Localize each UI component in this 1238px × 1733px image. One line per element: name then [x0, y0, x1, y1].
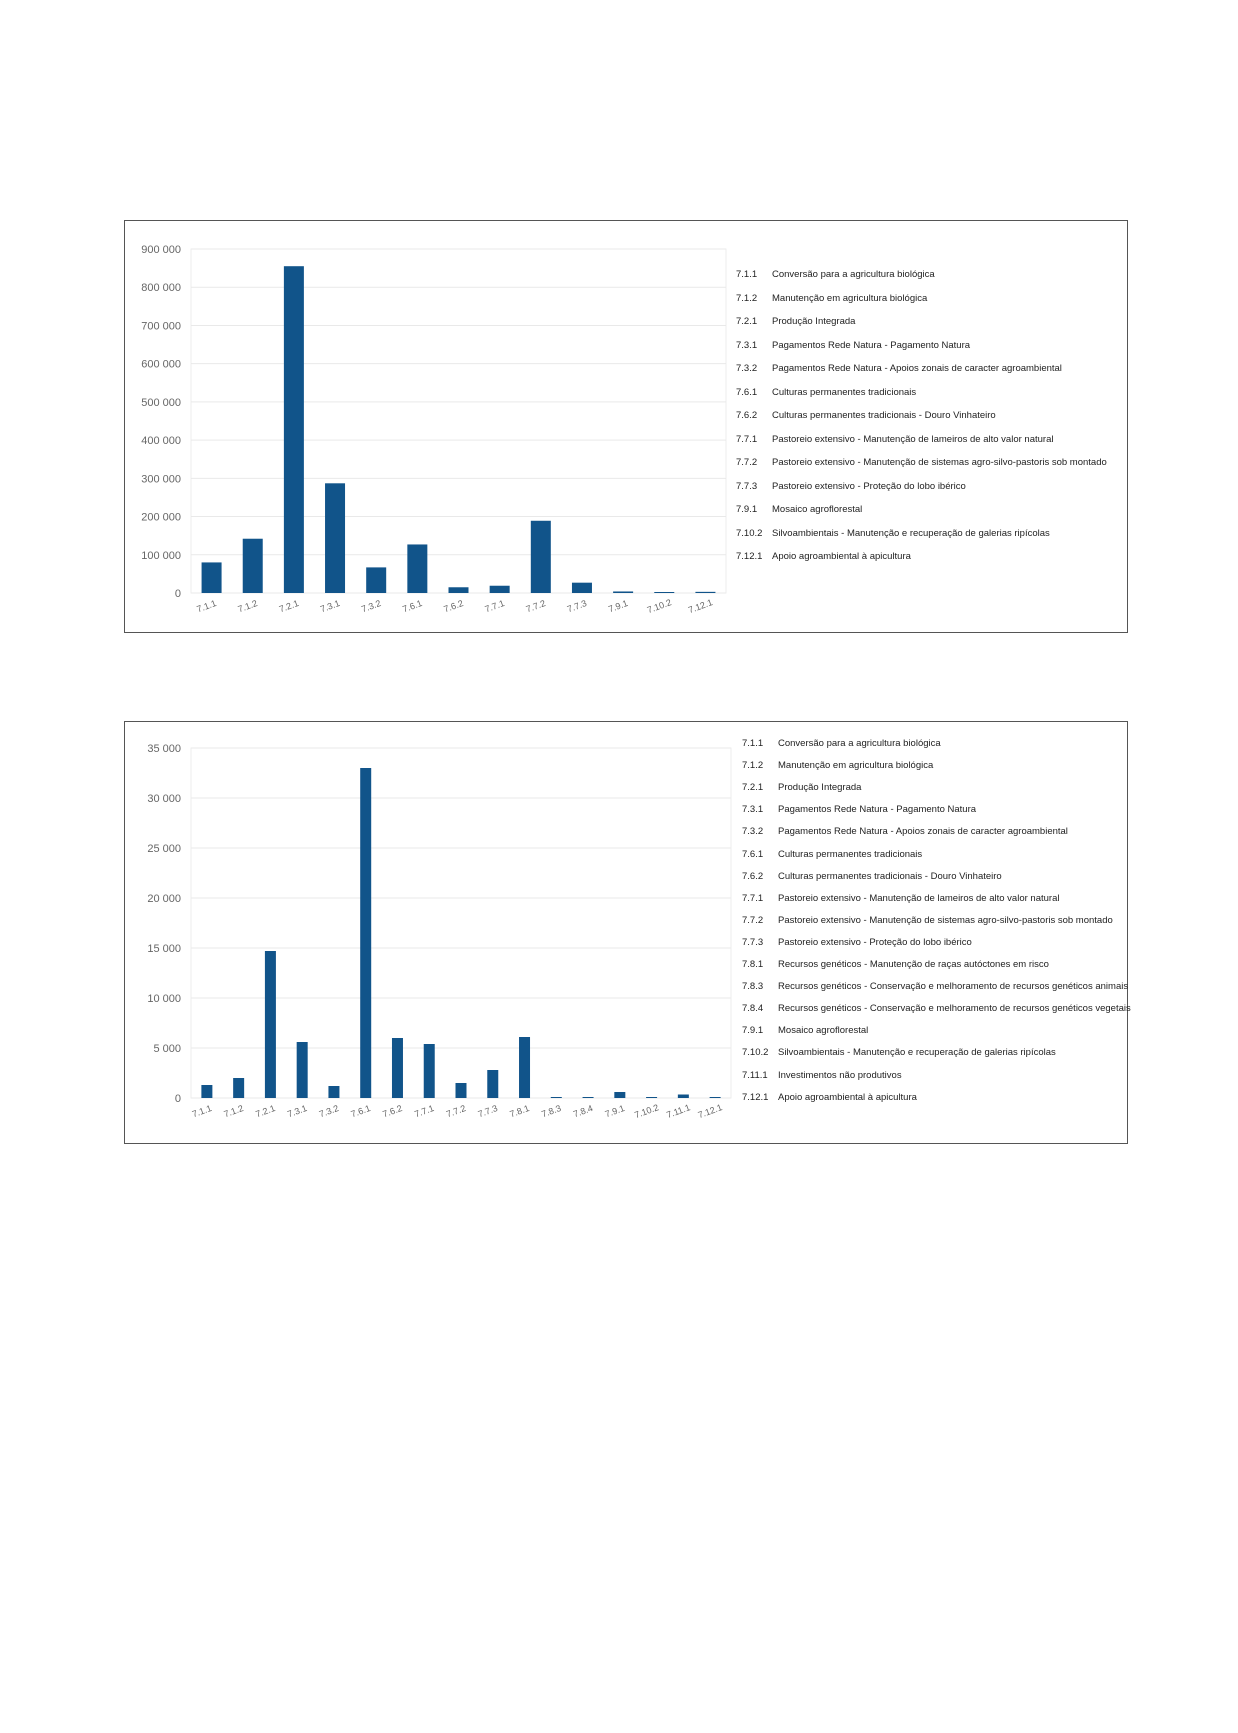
bar-7.7.3: [572, 583, 592, 593]
legend-code: 7.12.1: [742, 1091, 769, 1103]
legend-label: Pastoreio extensivo - Manutenção de sistemas agro-silvo-pastoris sob montado: [778, 914, 1113, 926]
legend-item: [742, 826, 1068, 837]
bar-7.9.1: [613, 591, 633, 593]
chart-2: [124, 721, 1131, 1144]
legend-label: Pastoreio extensivo - Proteção do lobo ibérico: [772, 480, 966, 492]
x-tick-label: 7.1.1: [190, 1103, 213, 1120]
bar-7.7.3: [487, 1070, 498, 1098]
bar-7.2.1: [284, 266, 304, 593]
x-tick-label: 7.3.1: [286, 1103, 309, 1120]
legend-label: Silvoambientais - Manutenção e recuperação de galerias ripícolas: [778, 1047, 1056, 1059]
y-tick-label: 30 000: [147, 793, 181, 805]
legend-label: Manutenção em agricultura biológica: [778, 760, 934, 772]
bar-7.3.2: [366, 567, 386, 593]
chart-1: [124, 220, 1128, 633]
y-tick-label: 700 000: [141, 320, 181, 333]
y-tick-label: 100 000: [141, 549, 181, 562]
legend-code: 7.9.1: [736, 504, 758, 515]
legend-item: [736, 293, 927, 304]
legend-item: [736, 551, 911, 562]
legend-label: Pastoreio extensivo - Proteção do lobo ibérico: [778, 936, 972, 948]
legend-label: Mosaico agroflorestal: [778, 1025, 869, 1037]
legend-label: Pastoreio extensivo - Manutenção de lameiros de alto valor natural: [772, 433, 1054, 445]
legend-label: Apoio agroambiental à apicultura: [778, 1091, 917, 1103]
x-tick-label: 7.6.2: [442, 598, 465, 615]
x-tick-label: 7.10.2: [633, 1102, 661, 1121]
x-tick-label: 7.7.1: [413, 1103, 436, 1120]
y-tick-label: 10 000: [147, 993, 181, 1005]
x-tick-label: 7.7.1: [483, 598, 506, 615]
legend-label: Pastoreio extensivo - Manutenção de lameiros de alto valor natural: [778, 892, 1060, 904]
legend-item: [742, 804, 976, 815]
legend-item: [742, 1003, 1131, 1014]
legend-item: [736, 316, 855, 327]
legend-item: [736, 363, 1062, 374]
legend-item: [736, 340, 970, 351]
x-tick-label: 7.3.2: [360, 598, 383, 615]
legend-item: [742, 1092, 917, 1103]
y-tick-label: 900 000: [141, 244, 181, 256]
legend-code: 7.8.1: [742, 959, 764, 970]
bar-7.11.1: [678, 1095, 689, 1099]
legend-label: Pagamentos Rede Natura - Apoios zonais de caracter agroambiental: [778, 826, 1068, 838]
legend-label: Conversão para a agricultura biológica: [778, 738, 941, 749]
legend-code: 7.3.2: [736, 363, 758, 374]
legend-code: 7.6.2: [736, 410, 758, 421]
y-tick-label: 15 000: [147, 943, 181, 955]
legend-code: 7.10.2: [742, 1047, 769, 1059]
legend-item: [736, 434, 1053, 445]
bar-7.7.1: [424, 1044, 435, 1098]
legend-item: [742, 1025, 868, 1036]
legend-label: Manutenção em agricultura biológica: [772, 292, 928, 304]
x-tick-label: 7.7.3: [476, 1103, 499, 1120]
y-tick-label: 400 000: [141, 435, 181, 448]
x-tick-label: 7.8.4: [571, 1103, 595, 1120]
x-tick-label: 7.2.1: [277, 598, 300, 615]
bar-7.7.1: [490, 586, 510, 593]
legend-code: 7.12.1: [736, 551, 763, 562]
legend-code: 7.1.1: [736, 269, 758, 280]
x-tick-label: 7.3.1: [318, 598, 342, 615]
legend-item: [742, 849, 922, 860]
x-tick-label: 7.10.2: [645, 597, 673, 616]
legend-item: [742, 1070, 902, 1081]
legend-code: 7.7.3: [742, 936, 764, 948]
bar-7.8.1: [519, 1037, 530, 1098]
legend-label: Produção Integrada: [778, 782, 862, 794]
legend-code: 7.8.4: [742, 1003, 764, 1015]
y-tick-label: 500 000: [141, 396, 181, 409]
legend-label: Apoio agroambiental à apicultura: [772, 551, 911, 562]
legend-code: 7.3.2: [742, 826, 764, 838]
legend-code: 7.6.1: [736, 386, 758, 398]
legend-code: 7.1.2: [736, 292, 758, 304]
bar-7.6.1: [407, 544, 427, 593]
legend-item: [742, 1047, 1056, 1058]
legend-code: 7.3.1: [742, 804, 764, 816]
bar-7.12.1: [695, 592, 715, 593]
bar-7.6.2: [392, 1038, 403, 1098]
bar-7.6.2: [449, 587, 469, 593]
legend-label: Pagamentos Rede Natura - Apoios zonais de caracter agroambiental: [772, 363, 1062, 374]
legend-label: Recursos genéticos - Conservação e melhoramento de recursos genéticos vegetais: [778, 1003, 1131, 1015]
chart-2-plot: [125, 722, 1129, 1145]
legend-item: [742, 981, 1128, 992]
bar-7.1.1: [202, 562, 222, 593]
legend-label: Pagamentos Rede Natura - Pagamento Natura: [778, 804, 977, 816]
bar-7.7.2: [456, 1083, 467, 1098]
x-tick-label: 7.1.2: [222, 1103, 245, 1120]
legend-item: [736, 410, 996, 421]
legend-item: [742, 915, 1113, 926]
x-tick-label: 7.12.1: [696, 1102, 724, 1121]
legend-label: Produção Integrada: [772, 316, 856, 327]
bar-7.6.1: [360, 768, 371, 1098]
x-tick-label: 7.2.1: [254, 1103, 277, 1120]
x-tick-label: 7.6.1: [401, 598, 424, 615]
bar-7.1.1: [201, 1085, 212, 1098]
legend-label: Pagamentos Rede Natura - Pagamento Natura: [772, 339, 971, 351]
legend-label: Silvoambientais - Manutenção e recuperação de galerias ripícolas: [772, 527, 1050, 539]
legend-label: Mosaico agroflorestal: [772, 504, 863, 515]
bar-7.3.1: [325, 483, 345, 593]
x-tick-label: 7.6.1: [349, 1103, 372, 1120]
bar-7.7.2: [531, 521, 551, 593]
legend-code: 7.7.2: [736, 457, 758, 468]
legend-code: 7.6.2: [742, 870, 764, 882]
legend-label: Pastoreio extensivo - Manutenção de sistemas agro-silvo-pastoris sob montado: [772, 457, 1107, 468]
bar-7.3.1: [297, 1042, 308, 1098]
y-tick-label: 800 000: [141, 282, 181, 295]
legend-item: [736, 504, 862, 515]
legend-code: 7.9.1: [742, 1025, 764, 1037]
legend-item: [736, 269, 935, 280]
legend-label: Conversão para a agricultura biológica: [772, 269, 935, 280]
bar-7.10.2: [654, 592, 674, 593]
legend-code: 7.1.2: [742, 760, 764, 772]
y-tick-label: 25 000: [147, 843, 181, 855]
x-tick-label: 7.12.1: [686, 597, 714, 616]
x-tick-label: 7.9.1: [603, 1103, 626, 1120]
x-tick-label: 7.7.3: [565, 598, 589, 615]
bar-7.12.1: [710, 1097, 721, 1098]
x-tick-label: 7.3.2: [317, 1103, 341, 1120]
legend-label: Recursos genéticos - Manutenção de raças autóctones em risco: [778, 959, 1049, 970]
x-tick-label: 7.8.1: [508, 1103, 531, 1120]
x-tick-label: 7.6.2: [381, 1103, 404, 1120]
bar-7.8.3: [551, 1097, 562, 1098]
bar-7.3.2: [328, 1086, 339, 1098]
y-tick-label: 35 000: [147, 743, 181, 755]
legend-code: 7.7.3: [736, 480, 758, 492]
y-tick-label: 0: [174, 1093, 181, 1105]
x-tick-label: 7.1.2: [236, 598, 259, 615]
x-tick-label: 7.1.1: [195, 598, 218, 615]
legend-code: 7.6.1: [742, 848, 764, 860]
bar-7.9.1: [614, 1092, 625, 1098]
y-tick-label: 20 000: [147, 893, 181, 905]
bar-7.1.2: [233, 1078, 244, 1098]
legend-item: [742, 893, 1059, 904]
y-tick-label: 0: [174, 588, 181, 600]
legend-label: Recursos genéticos - Conservação e melhoramento de recursos genéticos animais: [778, 981, 1129, 993]
y-tick-label: 5 000: [153, 1043, 181, 1055]
legend-code: 7.2.1: [742, 782, 764, 794]
x-tick-label: 7.7.2: [444, 1103, 468, 1120]
x-tick-label: 7.9.1: [606, 598, 630, 615]
legend-code: 7.7.2: [742, 914, 764, 926]
legend-code: 7.10.2: [736, 527, 763, 539]
plot-area: [191, 249, 726, 593]
legend-code: 7.11.1: [742, 1069, 768, 1081]
bar-7.1.2: [243, 539, 263, 593]
legend-label: Culturas permanentes tradicionais - Douro Vinhateiro: [778, 870, 1002, 882]
legend-item: [736, 481, 966, 492]
legend-label: Culturas permanentes tradicionais - Douro Vinhateiro: [772, 410, 996, 421]
y-tick-label: 200 000: [141, 511, 181, 524]
legend-label: Culturas permanentes tradicionais: [778, 848, 923, 860]
y-tick-label: 300 000: [141, 473, 181, 486]
legend-item: [742, 937, 972, 948]
legend-item: [742, 738, 941, 749]
legend-code: 7.7.1: [736, 433, 758, 445]
legend-item: [742, 760, 933, 771]
legend-code: 7.2.1: [736, 316, 758, 327]
legend-code: 7.8.3: [742, 981, 764, 993]
x-tick-label: 7.8.3: [540, 1103, 563, 1120]
bar-7.8.4: [583, 1097, 594, 1098]
legend-code: 7.1.1: [742, 738, 764, 749]
legend-item: [742, 871, 1002, 882]
legend-item: [736, 387, 916, 398]
y-tick-label: 600 000: [141, 358, 181, 371]
chart-1-plot: [125, 221, 1129, 634]
bar-7.10.2: [646, 1097, 657, 1098]
legend-item: [736, 528, 1050, 539]
x-tick-label: 7.11.1: [665, 1102, 692, 1121]
legend-label: Investimentos não produtivos: [778, 1069, 902, 1081]
legend-label: Culturas permanentes tradicionais: [772, 386, 917, 398]
legend-code: 7.7.1: [742, 892, 764, 904]
legend-item: [736, 457, 1107, 468]
bar-7.2.1: [265, 951, 276, 1098]
x-tick-label: 7.7.2: [524, 598, 547, 615]
legend-code: 7.3.1: [736, 339, 758, 351]
legend-item: [742, 782, 861, 793]
legend-item: [742, 959, 1049, 970]
